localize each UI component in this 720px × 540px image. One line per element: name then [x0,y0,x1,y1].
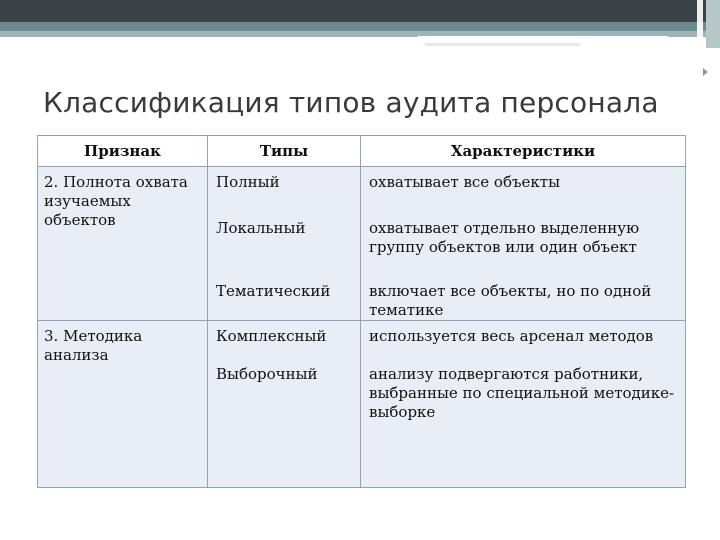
top-white-stripe-short [425,43,580,46]
description-item: анализу подвергаются работники, выбранные по специальной методике-выборке [369,365,675,421]
audit-types-table [37,135,686,488]
description-cell [361,321,686,488]
top-teal-bar [0,22,720,31]
description-cell [361,167,686,321]
criterion-cell: 2. Полнота охвата изучаемых объектов [38,167,208,321]
table-header-row [38,136,686,167]
top-right-stripe [697,0,703,48]
header-types: Типы [208,136,361,167]
top-right-block [706,0,720,48]
description-item: охватывает отдельно выделенную группу объектов или один объект [369,219,640,256]
types-cell [208,167,361,321]
top-white-stripe [418,36,668,39]
slide-title: Классификация типов аудита персонала [43,86,659,119]
header-criterion: Признак [38,136,208,167]
type-item: Полный [216,173,280,191]
slide-marker-arrow [703,68,708,76]
header-characteristics: Характеристики [361,136,686,167]
table-row [38,167,686,321]
criterion-cell: 3. Методика анализа [38,321,208,488]
type-item: Выборочный [216,365,318,383]
top-dark-bar [0,0,720,22]
type-item: Локальный [216,219,306,237]
description-item: охватывает все объекты [369,173,561,191]
table-row [38,321,686,488]
types-cell [208,321,361,488]
type-item: Тематический [216,282,331,300]
description-item: используется весь арсенал методов [369,327,654,345]
description-item: включает все объекты, но по одной тематике [369,282,652,319]
type-item: Комплексный [216,327,327,345]
